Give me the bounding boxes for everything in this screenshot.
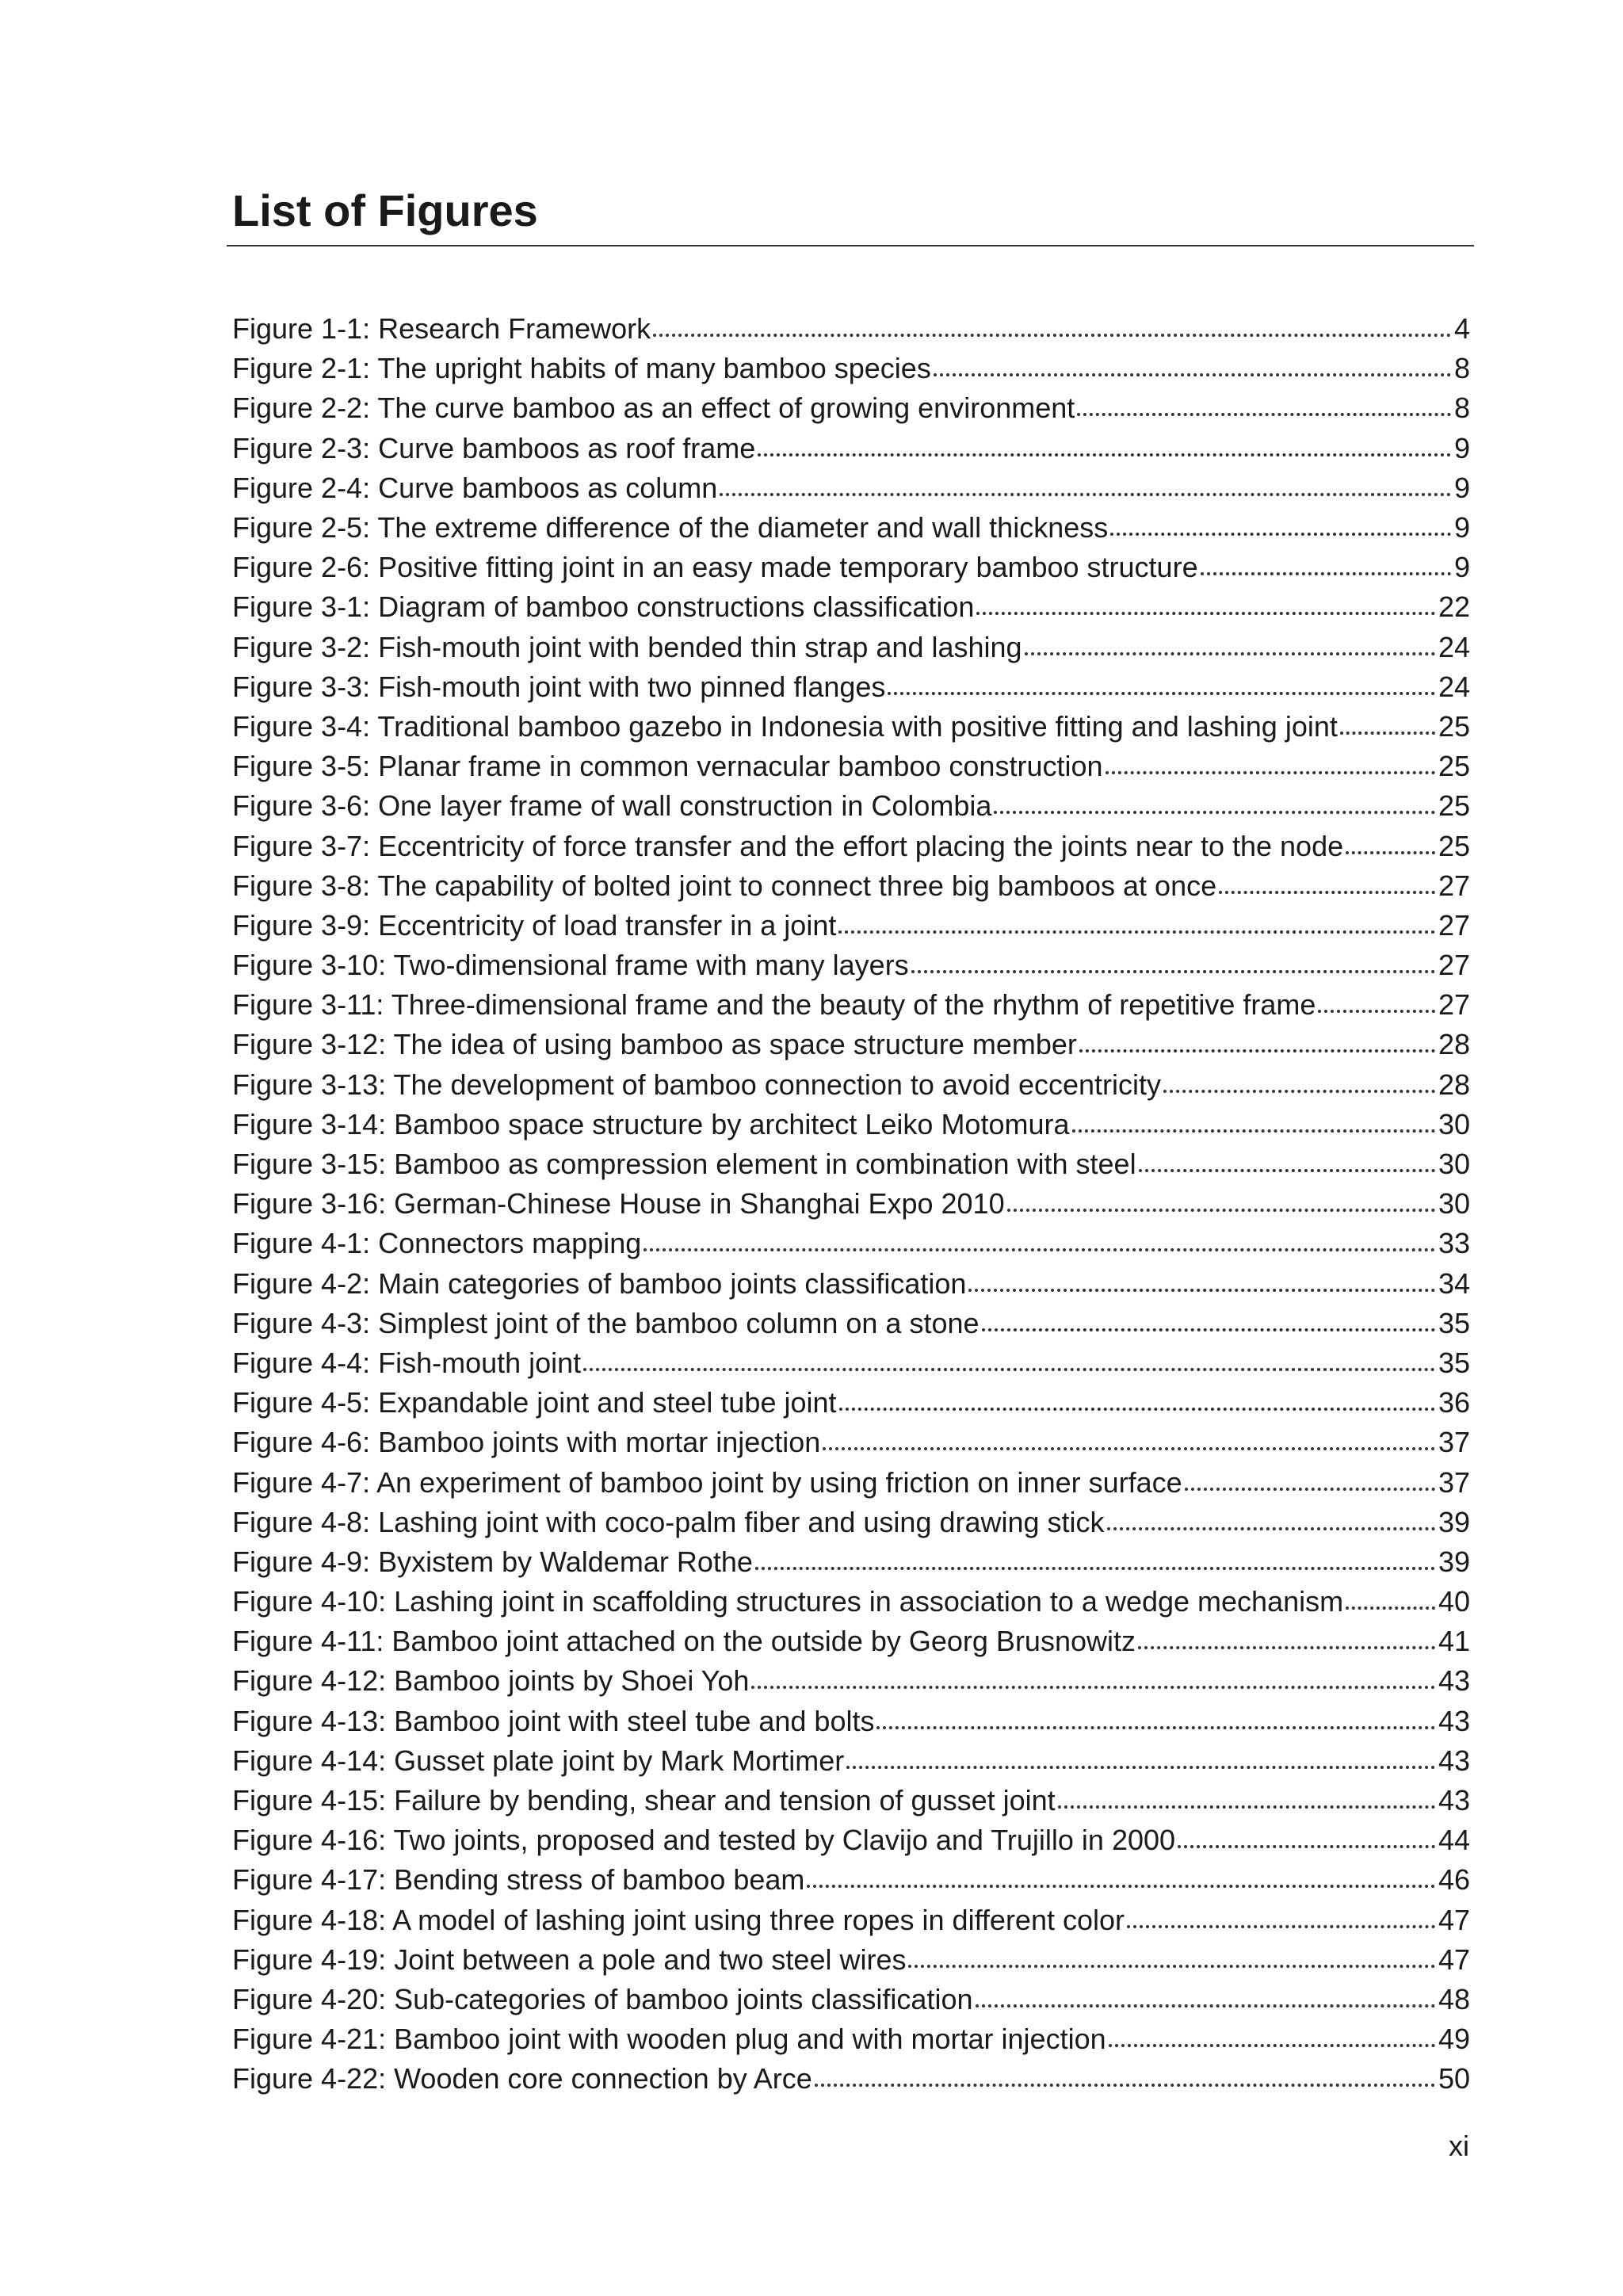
figure-list-item[interactable] <box>232 587 1470 627</box>
dot-leader <box>1007 1183 1435 1212</box>
figure-page-number: 49 <box>1438 2023 1470 2056</box>
figure-list-item[interactable] <box>232 1065 1470 1105</box>
figure-label: Figure 4-17: Bending stress of bamboo beam <box>232 1863 805 1897</box>
figure-label: Figure 4-7: An experiment of bamboo joint by using friction on inner surface <box>232 1465 1182 1499</box>
figure-list-item[interactable] <box>232 1025 1470 1064</box>
figure-page-number: 35 <box>1438 1346 1470 1379</box>
figure-label: Figure 4-22: Wooden core connection by Arce <box>232 2062 812 2095</box>
figure-list-item[interactable] <box>232 985 1470 1025</box>
figure-page-number: 50 <box>1438 2062 1470 2095</box>
dot-leader <box>755 1541 1435 1570</box>
figure-page-number: 22 <box>1438 590 1470 624</box>
figure-label: Figure 2-5: The extreme difference of the diameter and wall thickness <box>232 511 1109 544</box>
figure-list-item[interactable] <box>232 309 1470 349</box>
title-divider <box>227 245 1474 246</box>
figure-page-number: 35 <box>1438 1306 1470 1339</box>
figure-label: Figure 4-1: Connectors mapping <box>232 1227 642 1260</box>
dot-leader <box>994 785 1435 814</box>
figure-label: Figure 2-6: Positive fitting joint in an easy made temporary bamboo structure <box>232 551 1198 584</box>
dot-leader <box>839 1382 1435 1411</box>
figure-label: Figure 3-13: The development of bamboo connection to avoid eccentricity <box>232 1068 1162 1101</box>
figure-list-item[interactable] <box>232 1383 1470 1423</box>
figure-list-item[interactable] <box>232 468 1470 508</box>
figure-label: Figure 4-15: Failure by bending, shear and tension of gusset joint <box>232 1784 1056 1817</box>
dot-leader <box>1072 1104 1435 1133</box>
dot-leader <box>1109 2019 1435 2047</box>
figure-label: Figure 3-9: Eccentricity of load transfer in a joint <box>232 908 837 942</box>
figure-label: Figure 4-20: Sub-categories of bamboo joints classification <box>232 1982 973 2015</box>
figure-list-item[interactable] <box>232 1343 1470 1383</box>
dot-leader <box>1340 706 1435 735</box>
figure-page-number: 46 <box>1438 1863 1470 1897</box>
dot-leader <box>838 905 1435 934</box>
figure-page-number: 30 <box>1438 1187 1470 1221</box>
dot-leader <box>1139 1144 1435 1172</box>
figure-list-item[interactable] <box>232 2019 1470 2059</box>
dot-leader <box>1219 865 1435 894</box>
figure-page-number: 25 <box>1438 789 1470 823</box>
figure-label: Figure 3-1: Diagram of bamboo constructions classification <box>232 590 975 624</box>
figure-page-number: 40 <box>1438 1585 1470 1618</box>
figure-page-number: 30 <box>1438 1148 1470 1181</box>
figure-label: Figure 3-6: One layer frame of wall construction in Colombia <box>232 789 992 823</box>
figure-label: Figure 4-11: Bamboo joint attached on the outside by Georg Brusnowitz <box>232 1625 1136 1658</box>
dot-leader <box>653 308 1451 337</box>
figure-page-number: 9 <box>1453 511 1470 544</box>
figure-label: Figure 4-19: Joint between a pole and two steel wires <box>232 1943 907 1976</box>
dot-leader <box>815 2058 1435 2087</box>
figure-page-number: 25 <box>1438 829 1470 862</box>
figure-page-number: 4 <box>1453 312 1470 346</box>
figure-list-item[interactable] <box>232 548 1470 587</box>
dot-leader <box>908 1939 1434 1968</box>
figure-page-number: 33 <box>1438 1227 1470 1260</box>
figure-list-item[interactable] <box>232 1661 1470 1701</box>
dot-leader <box>934 348 1451 376</box>
figure-label: Figure 2-3: Curve bamboos as roof frame <box>232 431 756 464</box>
figure-page-number: 43 <box>1438 1664 1470 1698</box>
figure-label: Figure 1-1: Research Framework <box>232 312 651 346</box>
figure-page-number: 8 <box>1453 352 1470 385</box>
figure-list-item[interactable] <box>232 1304 1470 1343</box>
dot-leader <box>1346 1581 1435 1610</box>
figure-list-item[interactable] <box>232 508 1470 548</box>
figure-label: Figure 2-4: Curve bamboos as column <box>232 471 718 504</box>
figure-list-item[interactable] <box>232 2059 1470 2099</box>
dot-leader <box>1201 547 1451 575</box>
figure-page-number: 47 <box>1438 1943 1470 1976</box>
figure-list-item[interactable] <box>232 866 1470 906</box>
figure-list-item[interactable] <box>232 1462 1470 1502</box>
dot-leader <box>1178 1820 1435 1848</box>
figure-list-item[interactable] <box>232 1542 1470 1582</box>
dot-leader <box>1025 627 1435 655</box>
figure-label: Figure 3-8: The capability of bolted joint to connect three big bamboos at once <box>232 869 1217 902</box>
figure-label: Figure 3-3: Fish-mouth joint with two pinned flanges <box>232 670 886 703</box>
dot-leader <box>1163 1064 1435 1093</box>
dot-leader <box>888 667 1435 695</box>
figure-page-number: 43 <box>1438 1784 1470 1817</box>
figure-page-number: 48 <box>1438 1982 1470 2015</box>
dot-leader <box>911 945 1435 973</box>
figure-page-number: 28 <box>1438 1068 1470 1101</box>
dot-leader <box>1318 984 1435 1013</box>
figure-page-number: 34 <box>1438 1266 1470 1300</box>
figure-label: Figure 3-5: Planar frame in common vernacular bamboo construction <box>232 750 1103 783</box>
figure-list-item[interactable] <box>232 1582 1470 1622</box>
figure-page-number: 36 <box>1438 1386 1470 1419</box>
figure-list-item[interactable] <box>232 1105 1470 1144</box>
figure-list-item[interactable] <box>232 1622 1470 1661</box>
figure-page-number: 25 <box>1438 750 1470 783</box>
figure-label: Figure 4-16: Two joints, proposed and tested by Clavijo and Trujillo in 2000 <box>232 1824 1176 1857</box>
figure-label: Figure 4-10: Lashing joint in scaffolding structures in association to a wedge mechanism <box>232 1585 1344 1618</box>
figure-page-number: 8 <box>1453 392 1470 425</box>
figure-label: Figure 4-3: Simplest joint of the bamboo column on a stone <box>232 1306 980 1339</box>
figure-label: Figure 4-21: Bamboo joint with wooden plug and with mortar injection <box>232 2023 1106 2056</box>
figure-page-number: 24 <box>1438 630 1470 663</box>
dot-leader <box>1185 1462 1435 1491</box>
dot-leader <box>751 1660 1435 1689</box>
dot-leader <box>823 1422 1435 1450</box>
figure-page-number: 44 <box>1438 1824 1470 1857</box>
figure-list-item[interactable] <box>232 628 1470 667</box>
figure-list-item[interactable] <box>232 1741 1470 1781</box>
figure-list-item[interactable] <box>232 1820 1470 1860</box>
figure-list-item[interactable] <box>232 707 1470 747</box>
figure-label: Figure 4-14: Gusset plate joint by Mark Mortimer <box>232 1744 845 1777</box>
figure-list-item[interactable] <box>232 429 1470 468</box>
dot-leader <box>720 468 1451 496</box>
page-number: xi <box>1449 2130 1469 2162</box>
figure-list-item[interactable] <box>232 1184 1470 1224</box>
figure-list-item[interactable] <box>232 1860 1470 1900</box>
figure-label: Figure 2-1: The upright habits of many bamboo species <box>232 352 931 385</box>
figure-list-item[interactable] <box>232 1224 1470 1263</box>
figure-page-number: 9 <box>1453 551 1470 584</box>
figure-list-item[interactable] <box>232 786 1470 826</box>
figure-page-number: 43 <box>1438 1744 1470 1777</box>
figure-page-number: 27 <box>1438 949 1470 982</box>
figure-page-number: 39 <box>1438 1545 1470 1578</box>
figure-list-item[interactable] <box>232 667 1470 707</box>
figure-list-item[interactable] <box>232 1503 1470 1542</box>
figure-page-number: 39 <box>1438 1505 1470 1538</box>
figure-list-item[interactable] <box>232 1702 1470 1741</box>
dot-leader <box>583 1343 1435 1371</box>
figure-list-item[interactable] <box>232 1781 1470 1820</box>
dot-leader <box>976 1979 1435 2008</box>
dot-leader <box>1346 826 1435 854</box>
dot-leader <box>982 1303 1435 1331</box>
figure-label: Figure 3-7: Eccentricity of force transfer and the effort placing the joints near to the node <box>232 829 1344 862</box>
figure-list-item[interactable] <box>232 1144 1470 1184</box>
dot-leader <box>807 1859 1435 1888</box>
figure-label: Figure 4-9: Byxistem by Waldemar Rothe <box>232 1545 753 1578</box>
figure-label: Figure 3-15: Bamboo as compression element in combination with steel <box>232 1148 1136 1181</box>
figure-page-number: 28 <box>1438 1028 1470 1061</box>
figure-label: Figure 4-12: Bamboo joints by Shoei Yoh <box>232 1664 750 1698</box>
figure-page-number: 27 <box>1438 908 1470 942</box>
figure-list-item[interactable] <box>232 747 1470 786</box>
dot-leader <box>758 428 1451 457</box>
figure-list-item[interactable] <box>232 1901 1470 1940</box>
dot-leader <box>1077 388 1451 416</box>
figure-label: Figure 3-4: Traditional bamboo gazebo in Indonesia with positive fitting and lashing joint <box>232 709 1338 743</box>
dot-leader <box>876 1701 1434 1729</box>
figure-label: Figure 3-11: Three-dimensional frame and the beauty of the rhythm of repetitive frame <box>232 988 1316 1022</box>
figure-label: Figure 3-16: German-Chinese House in Shanghai Expo 2010 <box>232 1187 1005 1221</box>
figure-list-item[interactable] <box>232 349 1470 388</box>
dot-leader <box>1058 1780 1435 1809</box>
figure-page-number: 30 <box>1438 1107 1470 1140</box>
figure-label: Figure 4-18: A model of lashing joint using three ropes in different color <box>232 1903 1125 1936</box>
dot-leader <box>1138 1621 1435 1649</box>
dot-leader <box>846 1740 1435 1769</box>
figure-label: Figure 3-2: Fish-mouth joint with bended thin strap and lashing <box>232 630 1022 663</box>
figure-page-number: 27 <box>1438 869 1470 902</box>
figure-label: Figure 2-2: The curve bamboo as an effect of growing environment <box>232 392 1075 425</box>
figure-label: Figure 4-13: Bamboo joint with steel tube and bolts <box>232 1704 875 1737</box>
figure-list-item[interactable] <box>232 1940 1470 1980</box>
figure-label: Figure 4-5: Expandable joint and steel tube joint <box>232 1386 837 1419</box>
figure-page-number: 25 <box>1438 709 1470 743</box>
figure-page-number: 9 <box>1453 471 1470 504</box>
figure-label: Figure 4-8: Lashing joint with coco-palm fiber and using drawing stick <box>232 1505 1105 1538</box>
figure-label: Figure 3-12: The idea of using bamboo as space structure member <box>232 1028 1077 1061</box>
figure-list <box>232 309 1470 2099</box>
figure-label: Figure 4-4: Fish-mouth joint <box>232 1346 582 1379</box>
figure-page-number: 41 <box>1438 1625 1470 1658</box>
figure-list-item[interactable] <box>232 946 1470 985</box>
figure-label: Figure 3-14: Bamboo space structure by architect Leiko Motomura <box>232 1107 1070 1140</box>
figure-page-number: 27 <box>1438 988 1470 1022</box>
dot-leader <box>1079 1024 1435 1052</box>
figure-page-number: 37 <box>1438 1465 1470 1499</box>
figure-list-item[interactable] <box>232 388 1470 428</box>
dot-leader <box>1127 1900 1435 1928</box>
dot-leader <box>643 1223 1435 1251</box>
figure-list-item[interactable] <box>232 1423 1470 1462</box>
dot-leader <box>1110 507 1451 536</box>
dot-leader <box>968 1263 1434 1292</box>
figure-page-number: 24 <box>1438 670 1470 703</box>
figure-label: Figure 4-2: Main categories of bamboo joints classification <box>232 1266 967 1300</box>
figure-list-item[interactable] <box>232 1980 1470 2019</box>
dot-leader <box>976 586 1435 615</box>
figure-list-item[interactable] <box>232 906 1470 946</box>
figure-list-item[interactable] <box>232 826 1470 865</box>
page-title: List of Figures <box>232 185 538 235</box>
figure-label: Figure 3-10: Two-dimensional frame with many layers <box>232 949 909 982</box>
dot-leader <box>1107 1502 1435 1530</box>
figure-page-number: 9 <box>1453 431 1470 464</box>
dot-leader <box>1106 746 1435 774</box>
figure-page-number: 43 <box>1438 1704 1470 1737</box>
figure-label: Figure 4-6: Bamboo joints with mortar injection <box>232 1426 821 1459</box>
figure-page-number: 47 <box>1438 1903 1470 1936</box>
figure-list-item[interactable] <box>232 1264 1470 1304</box>
figure-page-number: 37 <box>1438 1426 1470 1459</box>
